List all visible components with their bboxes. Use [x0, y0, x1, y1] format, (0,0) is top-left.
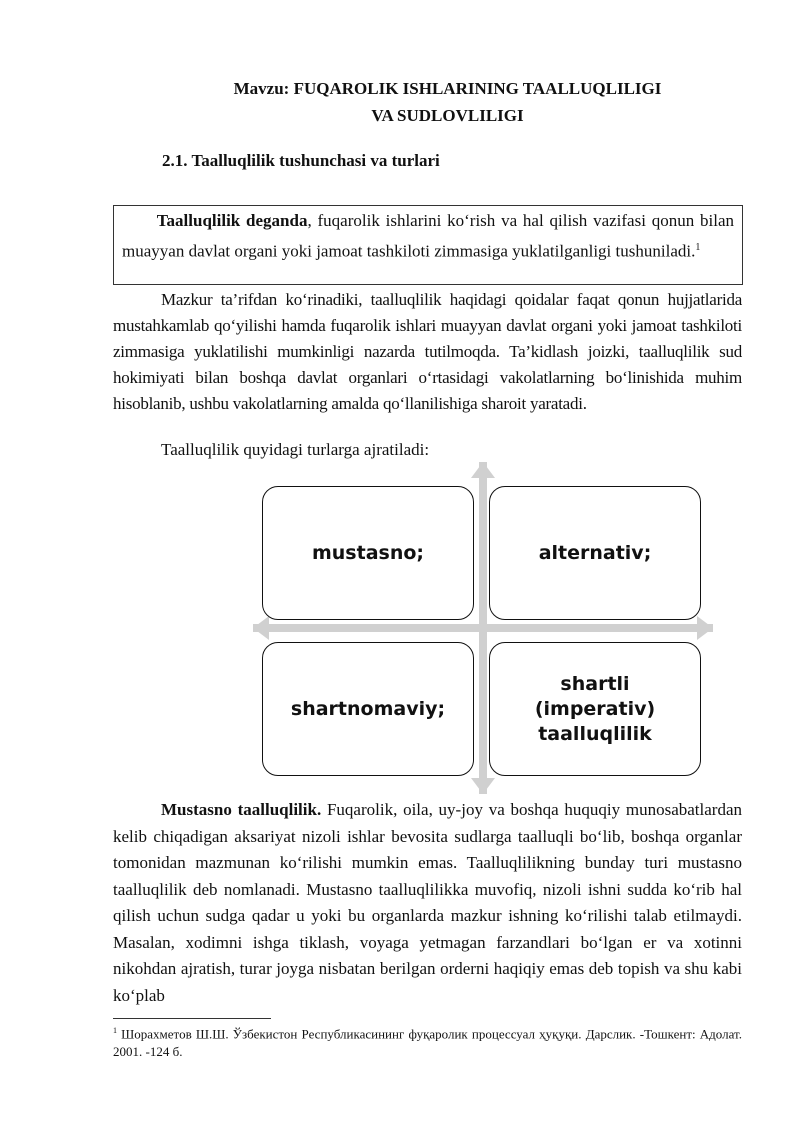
diagram-box-imperative: shartli (imperativ) taalluqlilik: [489, 642, 701, 776]
paragraph-term: Mustasno taalluqlilik.: [161, 800, 322, 819]
arrow-left-head: [253, 616, 269, 640]
definition-box: [113, 205, 743, 285]
arrow-right-head: [697, 616, 713, 640]
page-title-line-1: Mavzu: FUQAROLIK ISHLARINING TAALLUQLILIGI: [233, 79, 662, 98]
vertical-arrow-shaft: [479, 462, 487, 794]
diagram-box-alternative: alternativ;: [489, 486, 701, 620]
definition-text: , fuqarolik ishlarini ko‘rish va hal qilish vazifasi qonun bilan muayyan davlat organi yoki jamoat tashkiloti zimmasiga yuklatilganligi tushuniladi.: [122, 211, 735, 261]
page-title: [120, 75, 775, 129]
footnote-reference[interactable]: 1: [695, 242, 701, 253]
jurisdiction-types-diagram: [253, 462, 713, 794]
paragraph-body: Fuqarolik, oila, uy-joy va boshqa huquqiy munosabatlardan kelib chiqadigan aksariyat nizoli ishlar bevosita sudlarga taalluqli bo‘lib, boshqa organlar tomonidan mazmunan ko‘rilishi mumkin emas. Taalluqlilikning bunday turi mustasno taalluqlilik deb nomlanadi. Mustasno taalluqlilikka muvofiq, nizoli ishni sudda ko‘rib hal qilish uchun sudga qadar u yoki bu organlarda mazkur ishning ko‘rilishi talab etilmaydi. Masalan, xodimni ishga tiklash, voyaga yetmagan farzandlari bo‘lgan er va xotinni nikohdan ajratish, turar joyga nisbatan berilgan orderni haqiqiy emas deb topish va shu kabi ko‘plab: [113, 800, 742, 1005]
diagram-box-contractual: shartnomaviy;: [262, 642, 474, 776]
page-title-line-2: VA SUDLOVLILIGI: [371, 106, 524, 125]
footnote-separator: [113, 1018, 271, 1019]
definition-term: Taalluqlilik deganda: [156, 211, 308, 230]
paragraph-exclusive-jurisdiction: [113, 797, 742, 1009]
footnote-mark: 1: [113, 1026, 117, 1035]
paragraph-definition-commentary: Mazkur ta’rifdan ko‘rinadiki, taalluqlilik haqidagi qoidalar faqat qonun hujjatlarida mustahkamlab qo‘yilishi hamda fuqarolik ishlari muayyan davlat organi yoki jamoat tashkiloti zimmasiga yuklatilishi mumkinligi nazarda tutilmoqda. Ta’kidlash joizki, taalluqlilik sud hokimiyati bilan boshqa davlat organlari o‘rtasidagi vakolatlarning bo‘linishida muhim hisoblanib, ushbu vakolatlarning amalda qo‘llanilishiga sharoit yaratadi.: [113, 290, 742, 413]
arrow-up-head: [471, 462, 495, 478]
footnote-text: Шорахметов Ш.Ш. Ўзбекистон Республикасининг фуқаролик процессуал ҳуқуқи. Дарслик. -Тошкент: Адолат. 2001. -124 б.: [113, 1026, 742, 1060]
paragraph-types-intro: Taalluqlilik quyidagi turlarga ajratiladi:: [161, 440, 430, 459]
section-heading: 2.1. Taalluqlilik tushunchasi va turlari: [162, 151, 440, 170]
footnote: [113, 1022, 742, 1061]
diagram-box-exclusive: mustasno;: [262, 486, 474, 620]
arrow-down-head: [471, 778, 495, 794]
